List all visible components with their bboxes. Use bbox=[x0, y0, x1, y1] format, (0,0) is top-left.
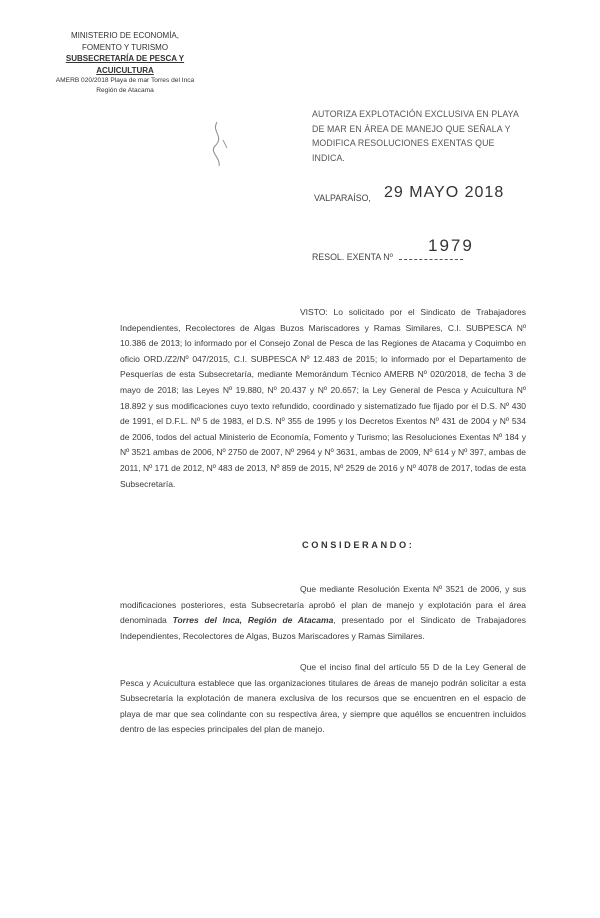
reference-line: AMERB 020/2018 Playa de mar Torres del Inca bbox=[55, 77, 195, 84]
region-line: Región de Atacama bbox=[96, 87, 154, 94]
considerando-1-text-a: Que mediante Resolución Exenta Nº 3521 de 2006, y sus modificaciones posteriores, esta Subsecretaría aprobó el plan de manejo y explotación para el área denominada bbox=[120, 584, 526, 626]
subsecretariat-name: SUBSECRETARÍA DE PESCA Y ACUICULTURA bbox=[65, 54, 185, 75]
place-label: VALPARAÍSO, bbox=[314, 193, 371, 203]
date-stamp: 29 MAYO 2018 bbox=[384, 184, 505, 201]
resolution-label-text: RESOL. EXENTA Nº bbox=[312, 252, 393, 262]
area-name: Torres del Inca, Región de Atacama bbox=[172, 615, 334, 626]
visto-paragraph: VISTO: Lo solicitado por el Sindicato de Trabajadores Independientes, Recolectores de Algas Buzos Mariscadores y Ramas Similares, C.I. SUBPESCA Nº 10.386 de 2013; lo informado por el Consejo Zonal de Pesca de las Regiones de Atacama y Coquimbo en oficio ORD./Z2/Nº 047/2015, C.I. SUBPESCA Nº 12.483 de 2015; lo informado por el Departamento de Pesquerías de esta Subsecretaría, mediante Memorándum Técnico AMERB Nº 020/2018, de fecha 3 de mayo de 2018; las Leyes Nº 19.880, Nº 20.437 y Nº 20.657; la Ley General de Pesca y Acuicultura Nº 18.892 y sus modificaciones cuyo texto refundido, coordinado y sistematizado fue fijado por el D.S. Nº 430 de 1991, el D.F.L. Nº 5 de 1983, el D.S. Nº 355 de 1995 y los Decretos Exentos Nº 431 de 2004 y Nº 534 de 2006, todos del actual Ministerio de Economía, Fomento y Turismo; las Resoluciones Exentas Nº 184 y Nº 3521 ambas de 2006, Nº 2750 de 2007, Nº 2964 y Nº 3631, ambas de 2009, Nº 614 y Nº 397, ambas de 2011, Nº 171 de 2012, Nº 483 de 2013, Nº 859 de 2015, Nº 2529 de 2016 y Nº 4078 de 2017, todas de esta Subsecretaría. bbox=[120, 307, 526, 489]
considerando-paragraph-2: Que el inciso final del artículo 55 D de la Ley General de Pesca y Acuicultura establece que las organizaciones titulares de áreas de manejo podrán solicitar a esta Subsecretaría la explotación de manera exclusiva de los recursos que se encuentren en el espacio de playa de mar que sea colindante con su respectiva área, y siempre que aquéllos se encuentren incluidos dentro de las especies principales del plan de manejo. bbox=[120, 662, 526, 735]
considerando-heading: CONSIDERANDO: bbox=[302, 540, 415, 550]
considerando-paragraph-1 bbox=[120, 582, 526, 644]
resolution-summary: AUTORIZA EXPLOTACIÓN EXCLUSIVA EN PLAYA DE MAR EN ÁREA DE MANEJO QUE SEÑALA Y MODIFICA RESOLUCIONES EXENTAS QUE INDICA. bbox=[312, 109, 519, 163]
ministry-name-cont: FOMENTO Y TURISMO bbox=[81, 42, 169, 52]
ministry-name: MINISTERIO DE ECONOMÍA, bbox=[70, 31, 179, 40]
handwritten-initials bbox=[205, 118, 235, 178]
letterhead bbox=[40, 30, 210, 96]
considerando-1-text-b: , presentado por el Sindicato de Trabajadores Independientes, Recolectores de Algas, Buzos Mariscadores y Ramas Similares. bbox=[120, 615, 526, 641]
resolution-number: 1979 bbox=[428, 236, 474, 255]
